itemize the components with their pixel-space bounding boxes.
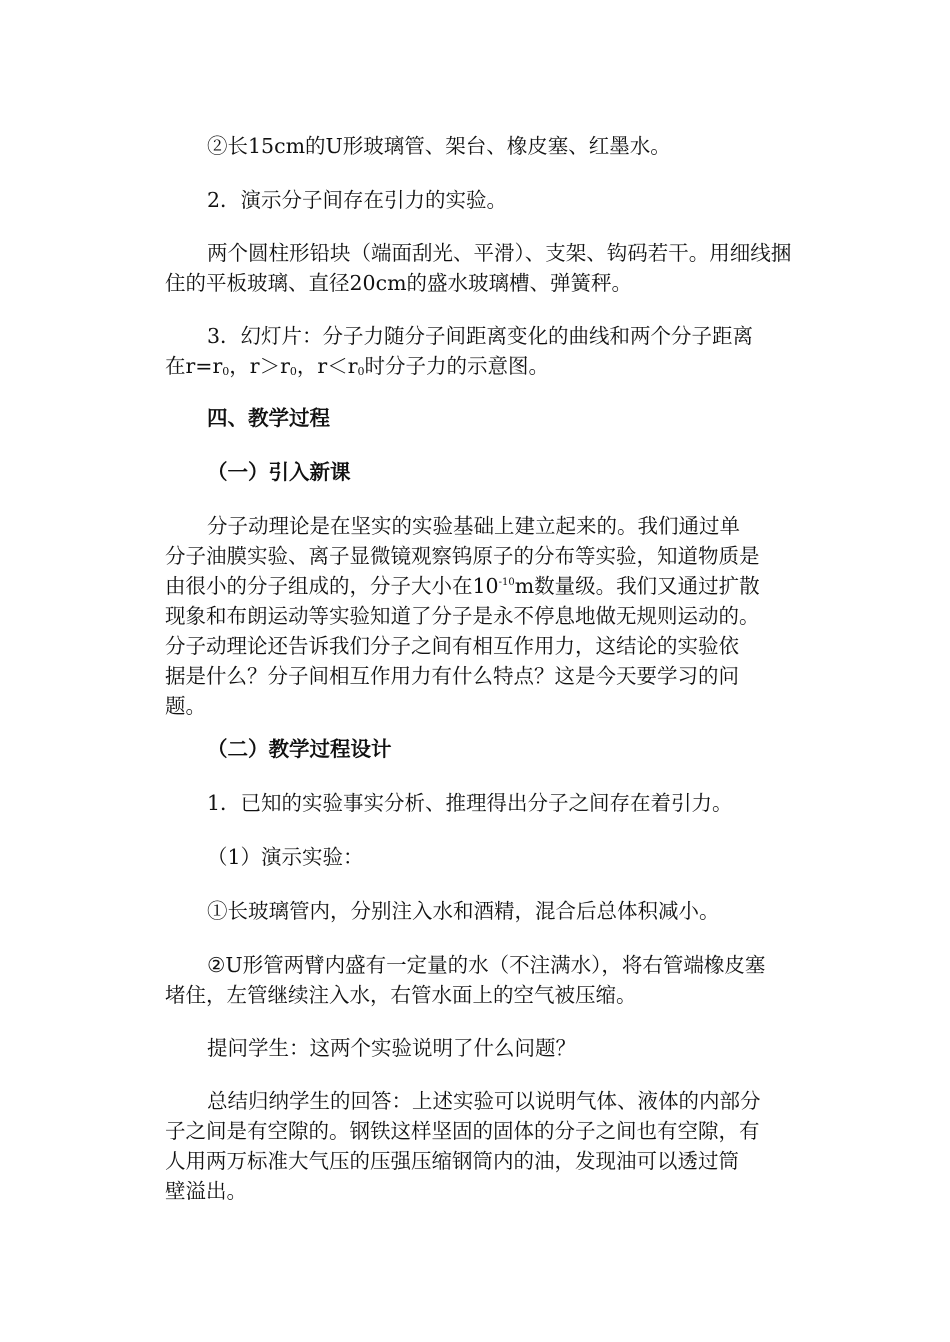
text-line: [165, 351, 790, 381]
text-line: 提问学生：这两个实验说明了什么问题？: [207, 1036, 576, 1060]
text-line: （1）演示实验：: [207, 845, 364, 869]
superscript: -10: [498, 577, 515, 588]
text-fragment: 时分子力的示意图。: [364, 354, 549, 378]
paragraph-question: [165, 1033, 790, 1063]
paragraph-summary: [165, 1086, 790, 1206]
paragraph-demo-2: [165, 950, 790, 1010]
heading-text: （二）教学过程设计: [207, 737, 392, 761]
text-line: 子之间是有空隙的。钢铁这样坚固的固体的分子之间也有空隙，有: [165, 1119, 760, 1143]
text-line: 题。: [165, 694, 206, 718]
text-line: 壁溢出。: [165, 1179, 247, 1203]
heading-teaching-process: [165, 403, 790, 433]
text-fragment: ，r＞r: [229, 354, 290, 378]
paragraph-item-2: [165, 185, 790, 215]
paragraph-equipment-2: [165, 131, 790, 161]
text-line: ②长15cm的U形玻璃管、架台、橡皮塞、红墨水。: [207, 134, 671, 158]
paragraph-demo-1: [165, 896, 790, 926]
heading-text: （一）引入新课: [207, 460, 351, 484]
heading-text: 四、教学过程: [207, 406, 330, 430]
text-fragment: m数量级。我们又通过扩散: [514, 574, 760, 598]
text-line: 据是什么？分子间相互作用力有什么特点？这是今天要学习的问: [165, 664, 739, 688]
text-line: 堵住，左管继续注入水，右管水面上的空气被压缩。: [165, 983, 637, 1007]
text-line: 两个圆柱形铅块（端面刮光、平滑）、支架、钩码若干。用细线捆: [207, 241, 792, 265]
text-line: 总结归纳学生的回答：上述实验可以说明气体、液体的内部分: [207, 1089, 761, 1113]
text-line: ①长玻璃管内，分别注入水和酒精，混合后总体积减小。: [207, 899, 720, 923]
text-line: [165, 571, 790, 601]
text-fragment: 由很小的分子组成的，分子大小在10: [165, 574, 499, 598]
paragraph-intro-body: [165, 511, 790, 721]
heading-introduction: [165, 457, 790, 487]
paragraph-known-facts: [165, 788, 790, 818]
subscript: 0: [357, 365, 365, 378]
text-line: 住的平板玻璃、直径20cm的盛水玻璃槽、弹簧秤。: [165, 271, 633, 295]
text-fragment: 在r=r: [165, 354, 223, 378]
heading-process-design: [165, 734, 790, 764]
subscript: 0: [289, 365, 297, 378]
text-line: 分子动理论是在坚实的实验基础上建立起来的。我们通过单: [207, 514, 740, 538]
text-line: 分子油膜实验、离子显微镜观察钨原子的分布等实验，知道物质是: [165, 544, 760, 568]
text-line: 现象和布朗运动等实验知道了分子是永不停息地做无规则运动的。: [165, 604, 760, 628]
subscript: 0: [222, 365, 230, 378]
paragraph-slides: [165, 321, 790, 381]
text-line: 人用两万标准大气压的压强压缩钢筒内的油，发现油可以透过筒: [165, 1149, 739, 1173]
text-line: 分子动理论还告诉我们分子之间有相互作用力，这结论的实验依: [165, 634, 739, 658]
paragraph-attraction-equipment: [165, 238, 790, 298]
text-line: 2．演示分子间存在引力的实验。: [207, 188, 508, 212]
text-line: 3．幻灯片：分子力随分子间距离变化的曲线和两个分子距离: [207, 324, 754, 348]
text-line: ②U形管两臂内盛有一定量的水（不注满水），将右管端橡皮塞: [207, 953, 766, 977]
text-fragment: ，r＜r: [296, 354, 358, 378]
text-line: 1．已知的实验事实分析、推理得出分子之间存在着引力。: [207, 791, 733, 815]
paragraph-demo-label: [165, 842, 790, 872]
